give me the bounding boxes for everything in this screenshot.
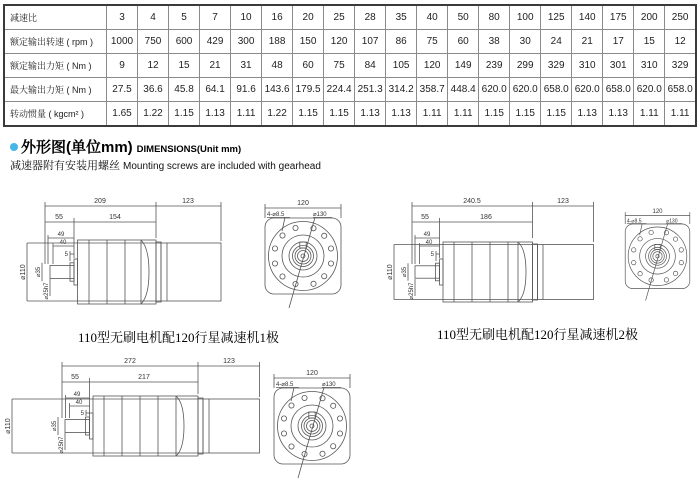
drawing-1-caption: 110型无刷电机配120行星减速机1极 xyxy=(78,330,280,345)
table-cell: 100 xyxy=(510,5,541,30)
dim-label: 186 xyxy=(480,214,492,221)
table-cell: 16 xyxy=(262,5,293,30)
table-cell: 1.15 xyxy=(169,102,200,127)
dim-label: 55 xyxy=(71,374,79,381)
table-cell: 658.0 xyxy=(541,78,572,102)
table-cell: 10 xyxy=(231,5,262,30)
table-cell: 31 xyxy=(231,54,262,78)
table-row xyxy=(4,5,696,30)
table-cell: 60 xyxy=(293,54,324,78)
dim-label: 120 xyxy=(297,200,309,207)
dim-label: ⌀130 xyxy=(322,382,336,388)
table-cell: 1.13 xyxy=(355,102,386,127)
table-cell: 80 xyxy=(479,5,510,30)
table-cell: 224.4 xyxy=(324,78,355,102)
drawing-3-side-view xyxy=(0,358,305,488)
dim-label: 4-⌀8.5 xyxy=(267,212,285,218)
table-cell: 28 xyxy=(355,5,386,30)
table-cell: 251.3 xyxy=(355,78,386,102)
dim-label: ⌀110 xyxy=(387,264,394,280)
table-cell: 658.0 xyxy=(665,78,696,102)
section-note-cn: 减速器附有安装用螺丝 xyxy=(10,160,120,172)
table-cell: 750 xyxy=(138,30,169,54)
table-cell: 429 xyxy=(200,30,231,54)
table-cell: 38 xyxy=(479,30,510,54)
table-cell: 143.6 xyxy=(262,78,293,102)
table-cell: 299 xyxy=(510,54,541,78)
drawing-3-front-view xyxy=(262,362,362,494)
dim-label: ⌀110 xyxy=(5,418,12,434)
table-cell: 86 xyxy=(386,30,417,54)
dim-label: ⌀25h7 xyxy=(59,436,65,454)
table-cell: 250 xyxy=(665,5,696,30)
dim-label: 209 xyxy=(94,198,106,205)
dim-label: 55 xyxy=(55,214,63,221)
dim-label: 40 xyxy=(425,240,433,246)
dim-label: ⌀35 xyxy=(402,266,408,278)
dim-label: 40 xyxy=(59,240,67,246)
table-cell: 310 xyxy=(634,54,665,78)
dim-label: ⌀130 xyxy=(666,218,678,225)
table-cell: 15 xyxy=(169,54,200,78)
table-cell: 107 xyxy=(355,30,386,54)
table-cell: 150 xyxy=(293,30,324,54)
row-header: 转动惯量 ( kgcm² ) xyxy=(4,102,107,127)
dim-label: ⌀130 xyxy=(313,212,327,218)
table-row xyxy=(4,54,696,78)
dim-label: 49 xyxy=(73,392,81,398)
dim-label: 240.5 xyxy=(463,198,481,205)
table-cell: 140 xyxy=(572,5,603,30)
table-cell: 7 xyxy=(200,5,231,30)
table-cell: 120 xyxy=(324,30,355,54)
dim-label: 49 xyxy=(57,232,65,238)
table-cell: 175 xyxy=(603,5,634,30)
table-cell: 30 xyxy=(510,30,541,54)
section-note-en: Mounting screws are included with gearhead xyxy=(123,161,321,172)
table-cell: 1.11 xyxy=(448,102,479,127)
table-cell: 3 xyxy=(107,5,138,30)
table-cell: 1000 xyxy=(107,30,138,54)
row-header: 最大输出力矩 ( Nm ) xyxy=(4,78,107,102)
dim-label: ⌀25h7 xyxy=(44,282,50,300)
dim-label: 49 xyxy=(423,232,431,238)
spec-table xyxy=(3,4,697,127)
table-cell: 45.8 xyxy=(169,78,200,102)
table-cell: 21 xyxy=(572,30,603,54)
table-cell: 358.7 xyxy=(417,78,448,102)
table-cell: 1.11 xyxy=(634,102,665,127)
table-cell: 1.15 xyxy=(479,102,510,127)
table-cell: 20 xyxy=(293,5,324,30)
table-cell: 1.11 xyxy=(231,102,262,127)
table-cell: 1.13 xyxy=(386,102,417,127)
table-cell: 1.15 xyxy=(541,102,572,127)
table-cell: 1.11 xyxy=(665,102,696,127)
table-cell: 75 xyxy=(324,54,355,78)
section-title-en: DIMENSIONS(Unit mm) xyxy=(136,144,242,155)
table-cell: 329 xyxy=(665,54,696,78)
dim-label: 5 xyxy=(64,252,68,258)
table-cell: 239 xyxy=(479,54,510,78)
table-cell: 12 xyxy=(665,30,696,54)
table-cell: 36.6 xyxy=(138,78,169,102)
dim-label: ⌀110 xyxy=(20,264,27,280)
table-cell: 188 xyxy=(262,30,293,54)
table-cell: 5 xyxy=(169,5,200,30)
dim-label: 123 xyxy=(223,358,235,365)
table-cell: 620.0 xyxy=(572,78,603,102)
dim-label: ⌀35 xyxy=(52,420,58,432)
table-cell: 27.5 xyxy=(107,78,138,102)
section-header xyxy=(10,136,241,157)
table-cell: 300 xyxy=(231,30,262,54)
table-cell: 4 xyxy=(138,5,169,30)
section-note xyxy=(10,156,321,174)
table-cell: 50 xyxy=(448,5,479,30)
dim-label: 120 xyxy=(306,370,318,377)
dim-label: 123 xyxy=(182,198,194,205)
table-cell: 301 xyxy=(603,54,634,78)
dim-label: 4-⌀8.5 xyxy=(276,382,294,388)
dim-label: 154 xyxy=(109,214,121,221)
dim-label: ⌀35 xyxy=(36,266,42,278)
table-cell: 600 xyxy=(169,30,200,54)
table-cell: 1.65 xyxy=(107,102,138,127)
drawing-1-side-view xyxy=(15,192,240,332)
table-row xyxy=(4,102,696,127)
table-cell: 620.0 xyxy=(510,78,541,102)
dim-label: 40 xyxy=(75,400,83,406)
table-cell: 658.0 xyxy=(603,78,634,102)
table-cell: 17 xyxy=(603,30,634,54)
bullet-icon xyxy=(10,143,18,151)
table-cell: 24 xyxy=(541,30,572,54)
table-cell: 125 xyxy=(541,5,572,30)
table-cell: 60 xyxy=(448,30,479,54)
table-cell: 329 xyxy=(541,54,572,78)
table-cell: 120 xyxy=(417,54,448,78)
table-cell: 1.15 xyxy=(293,102,324,127)
table-cell: 105 xyxy=(386,54,417,78)
table-cell: 1.13 xyxy=(572,102,603,127)
table-cell: 1.22 xyxy=(138,102,169,127)
section-title-cn: 外形图(单位mm) xyxy=(21,139,133,156)
dim-label: 5 xyxy=(430,252,434,258)
table-cell: 200 xyxy=(634,5,665,30)
table-cell: 12 xyxy=(138,54,169,78)
dim-label: ⌀25h7 xyxy=(409,282,415,300)
table-cell: 9 xyxy=(107,54,138,78)
table-cell: 179.5 xyxy=(293,78,324,102)
table-cell: 448.4 xyxy=(448,78,479,102)
table-cell: 1.15 xyxy=(510,102,541,127)
table-cell: 1.15 xyxy=(324,102,355,127)
dim-label: 272 xyxy=(124,358,136,365)
table-cell: 15 xyxy=(634,30,665,54)
table-row xyxy=(4,30,696,54)
table-cell: 35 xyxy=(386,5,417,30)
table-cell: 1.13 xyxy=(200,102,231,127)
drawing-2-caption: 110型无刷电机配120行星减速机2极 xyxy=(437,327,639,342)
table-cell: 620.0 xyxy=(479,78,510,102)
table-cell: 84 xyxy=(355,54,386,78)
table-cell: 21 xyxy=(200,54,231,78)
dim-label: 55 xyxy=(421,214,429,221)
table-cell: 1.13 xyxy=(603,102,634,127)
table-cell: 64.1 xyxy=(200,78,231,102)
dim-label: 120 xyxy=(652,208,663,215)
dim-label: 5 xyxy=(80,411,84,417)
spec-table-body xyxy=(4,5,696,126)
table-cell: 1.11 xyxy=(417,102,448,127)
drawing-1-front-view xyxy=(253,192,353,324)
table-cell: 310 xyxy=(572,54,603,78)
table-cell: 40 xyxy=(417,5,448,30)
table-cell: 48 xyxy=(262,54,293,78)
table-cell: 75 xyxy=(417,30,448,54)
drawing-2-front-view xyxy=(615,192,700,324)
row-header: 减速比 xyxy=(4,5,107,30)
table-row xyxy=(4,78,696,102)
table-cell: 314.2 xyxy=(386,78,417,102)
dim-label: 4-⌀8.5 xyxy=(626,218,642,225)
row-header: 额定输出转速 ( rpm ) xyxy=(4,30,107,54)
table-cell: 149 xyxy=(448,54,479,78)
dim-label: 123 xyxy=(557,198,569,205)
table-cell: 620.0 xyxy=(634,78,665,102)
drawing-2-side-view xyxy=(382,192,617,332)
table-cell: 91.6 xyxy=(231,78,262,102)
table-cell: 25 xyxy=(324,5,355,30)
table-cell: 1.22 xyxy=(262,102,293,127)
dim-label: 217 xyxy=(138,374,150,381)
row-header: 额定输出力矩 ( Nm ) xyxy=(4,54,107,78)
